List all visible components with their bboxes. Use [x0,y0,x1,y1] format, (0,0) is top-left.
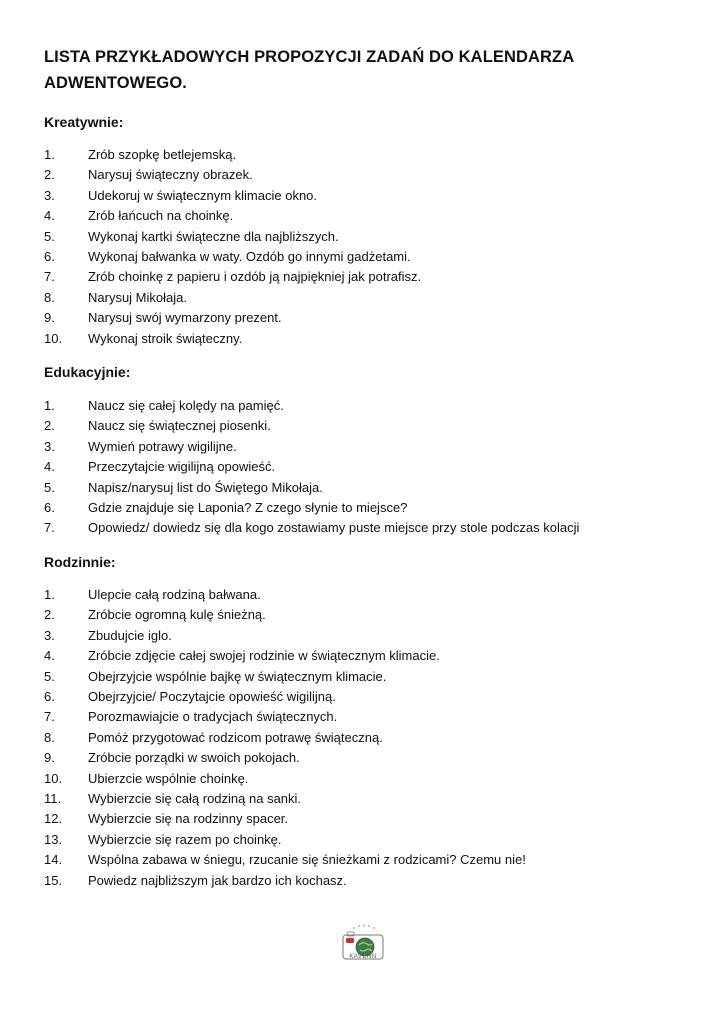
list-item [44,748,526,768]
section-heading-kreatywnie: Kreatywnie: [44,114,124,130]
item-number: 14. [44,852,63,868]
item-text: Zrób szopkę betlejemską. [88,147,237,162]
list-item [44,165,421,185]
section-heading-edukacyjnie: Edukacyjnie: [44,364,131,380]
item-text: Narysuj Mikołaja. [88,289,187,305]
item-text: Narysuj świąteczny obrazek. [88,167,253,183]
item-number: 10. [44,770,63,786]
item-text: Napisz/narysuj list do Świętego Mikołaja. [88,479,323,495]
item-number: 11. [44,791,62,807]
item-text: Przeczytajcie wigilijną opowieść. [88,459,276,475]
list-rodzinnie [44,585,526,891]
list-item [44,227,421,247]
list-item [44,437,579,457]
list-item [44,871,526,891]
item-text: Wybierzcie się całą rodziną na sanki. [88,791,302,807]
list-item [44,416,579,436]
list-item [44,288,421,308]
item-text: Zrób łańcuch na choinkę. [88,208,234,224]
list-item [44,667,526,687]
section-heading-rodzinnie: Rodzinnie: [44,554,116,570]
item-number: 10. [44,330,63,346]
camera-globe-logo-icon [334,918,392,976]
item-number: 5. [44,668,55,684]
item-text: Obejrzyjcie/ Poczytajcie opowieść wigilijną. [88,689,336,705]
item-text: Opowiedz/ dowiedz się dla kogo zostawiamy puste miejsce przy stole podczas kolacji [88,520,580,536]
list-item [44,308,421,328]
list-item [44,206,421,226]
item-number: 6. [44,689,55,705]
item-number: 3. [44,627,55,643]
item-text: Wykonaj kartki świąteczne dla najbliższych. [88,228,339,244]
item-text: Wspólna zabawa w śniegu, rzucanie się śnieżkami z rodzicami? Czemu nie! [88,852,526,868]
item-number: 1. [44,147,55,162]
item-text: Wykonaj stroik świąteczny. [88,330,243,346]
item-text: Naucz się całej kolędy na pamięć. [88,398,284,413]
list-item [44,626,526,646]
list-item [44,247,421,267]
item-number: 6. [44,249,55,265]
item-text: Ubierzcie wspólnie choinkę. [88,770,249,786]
item-text: Wybierzcie się na rodzinny spacer. [88,811,289,827]
list-item [44,605,526,625]
list-item [44,457,579,477]
item-text: Wykonaj bałwanka w waty. Ozdób go innymi gadżetami. [88,249,411,265]
list-edukacyjnie [44,396,579,539]
item-number: 12. [44,811,63,827]
item-number: 4. [44,459,55,475]
item-number: 7. [44,269,55,285]
item-number: 2. [44,167,55,183]
item-number: 15. [44,872,63,888]
list-item [44,687,526,707]
document-title: LISTA PRZYKŁADOWYCH PROPOZYCJI ZADAŃ DO KALENDARZA ADWENTOWEGO. [44,48,574,92]
item-text: Ulepcie całą rodziną bałwana. [88,587,261,602]
item-number: 8. [44,729,55,745]
item-number: 1. [44,587,55,602]
list-item [44,478,579,498]
list-item [44,145,421,165]
item-text: Zróbcie porządki w swoich pokojach. [88,750,300,766]
list-item [44,830,526,850]
item-text: Pomóż przygotować rodzicom potrawę świąteczną. [88,729,383,745]
item-text: Naucz się świątecznej piosenki. [88,418,271,434]
item-text: Zrób choinkę z papieru i ozdób ją najpiękniej jak potrafisz. [88,269,422,285]
list-item [44,809,526,829]
list-item [44,329,421,349]
item-number: 9. [44,750,55,766]
list-item [44,707,526,727]
logo-caption: KAVENN [349,954,377,960]
item-text: Obejrzyjcie wspólnie bajkę w świątecznym klimacie. [88,668,387,684]
item-text: Wymień potrawy wigilijne. [88,438,237,454]
item-number: 13. [44,831,63,847]
list-item [44,850,526,870]
item-text: Gdzie znajduje się Laponia? Z czego słynie to miejsce? [88,500,408,516]
list-item [44,585,526,605]
item-text: Narysuj swój wymarzony prezent. [88,310,282,326]
item-text: Zróbcie ogromną kulę śnieżną. [88,607,266,623]
list-item [44,396,579,416]
item-number: 5. [44,228,55,244]
list-kreatywnie [44,145,421,349]
item-text: Porozmawiajcie o tradycjach świątecznych. [88,709,338,725]
item-number: 7. [44,520,55,536]
item-number: 4. [44,648,55,664]
item-text: Udekoruj w świątecznym klimacie okno. [88,187,318,203]
item-number: 1. [44,398,55,413]
list-item [44,498,579,518]
item-number: 9. [44,310,55,326]
list-item [44,267,421,287]
item-number: 8. [44,289,55,305]
item-number: 4. [44,208,55,224]
list-item [44,518,579,538]
item-text: Zróbcie zdjęcie całej swojej rodzinie w świątecznym klimacie. [88,648,440,664]
item-number: 3. [44,438,55,454]
item-text: Powiedz najbliższym jak bardzo ich kochasz. [88,872,347,888]
list-item [44,186,421,206]
item-number: 2. [44,607,55,623]
list-item [44,789,526,809]
list-item [44,769,526,789]
item-number: 5. [44,479,55,495]
item-text: Zbudujcie iglo. [88,627,172,643]
item-number: 2. [44,418,55,434]
list-item [44,728,526,748]
list-item [44,646,526,666]
item-number: 6. [44,500,55,516]
item-number: 3. [44,187,55,203]
item-number: 7. [44,709,55,725]
item-text: Wybierzcie się razem po choinkę. [88,831,282,847]
